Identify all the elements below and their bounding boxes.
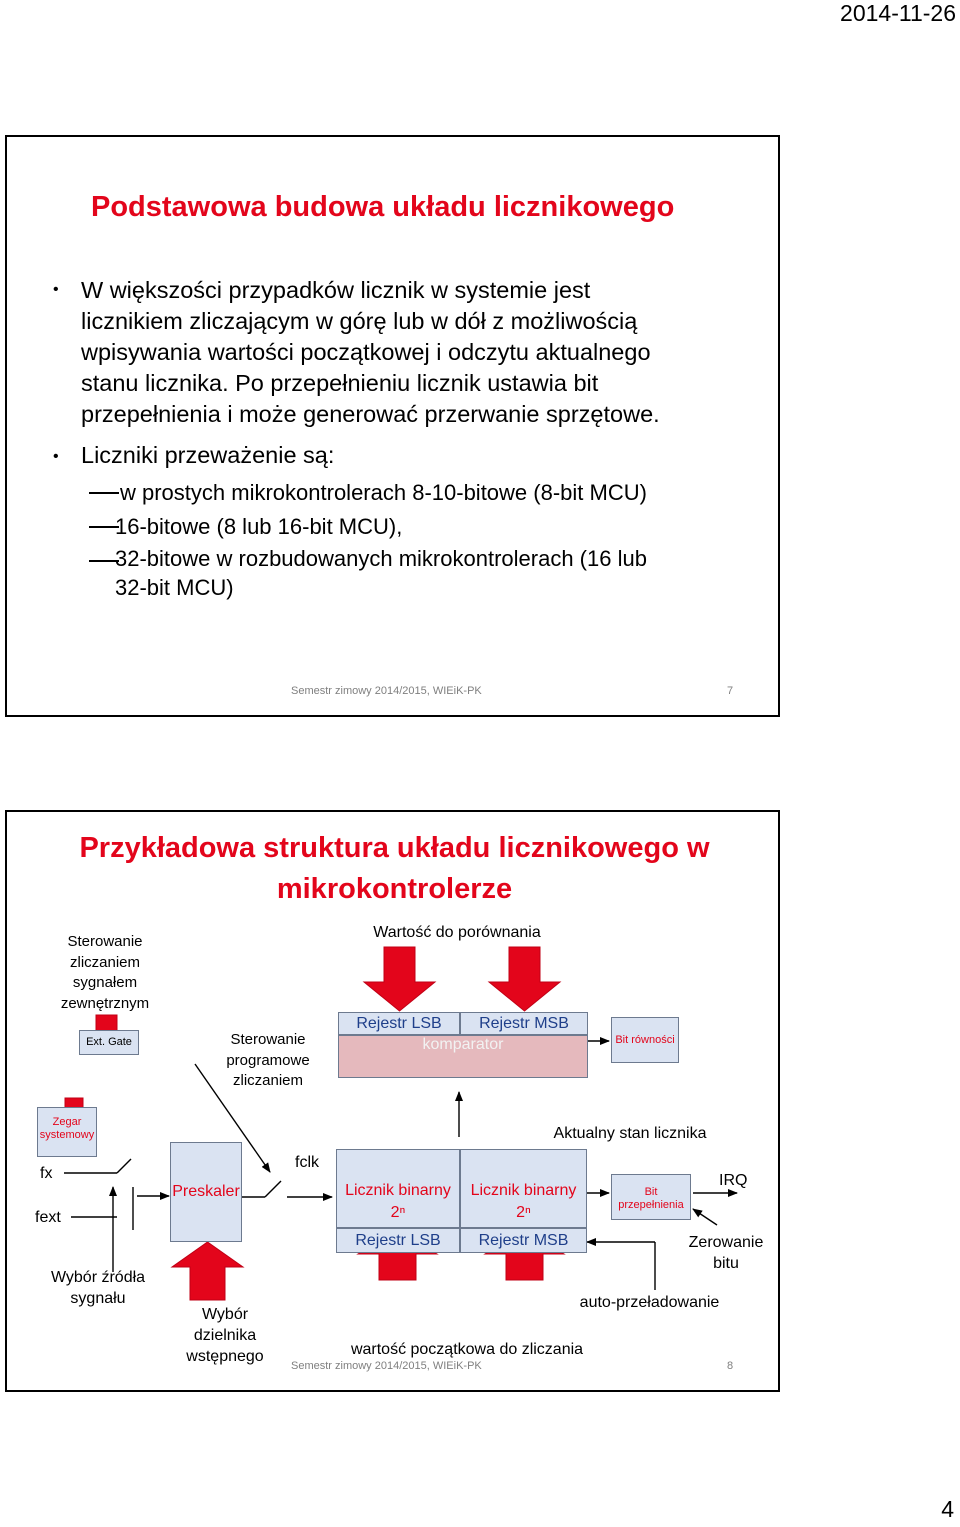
text-line: dzielnika [193,1327,257,1344]
sub-bullet-1: w prostych mikrokontrolerach 8-10-bitowe (8-bit MCU) [120,480,647,505]
text-line: wpisywania wartości początkowej i odczytu aktualnego [81,339,651,365]
red-arrow-lsb [364,947,435,1011]
text-line: programowe [226,1051,310,1069]
ext-gate-box [79,1030,139,1055]
label-fext: fext [35,1209,61,1226]
slide-number: 7 [727,685,734,697]
label-fx: fx [40,1165,53,1182]
rejestr-msb-bottom [460,1228,587,1253]
rejestr-msb-bottom-label: Rejestr MSB [478,1232,569,1249]
komparator-label: komparator [422,1036,504,1053]
line-zerowanie [693,1209,717,1225]
label-zerowanie [681,1232,771,1274]
text-line: zliczaniem [232,1072,304,1089]
preskaler-label: Preskaler [172,1183,240,1200]
label-sterowanie-prog [212,1030,324,1092]
licznik-lsb-box [336,1149,460,1228]
text-line: sygnałem [72,974,138,991]
text-line: 32-bitowe w rozbudowanych mikrokontrolerach (16 lub [115,546,647,571]
text-line: sygnału [70,1290,126,1307]
label-aktualny-stan: Aktualny stan licznika [553,1125,707,1142]
bit-przepelnienia-label [612,1186,690,1212]
label-wybor-zrodla [43,1267,153,1309]
bullet-dot: • [53,448,59,465]
slide-footer: Semestr zimowy 2014/2015, WIEiK-PK [291,1360,482,1372]
text-line: Bit [644,1186,658,1198]
text-line: bitu [713,1255,739,1272]
rejestr-lsb-label: Rejestr LSB [356,1015,442,1032]
licznik-msb-box [460,1149,587,1228]
text-line: systemowy [39,1129,95,1141]
licznik-msb-label: Licznik binarny [470,1182,577,1199]
text-line: licznikiem zliczającym w górę lub w dół z możliwością [81,308,638,334]
bullet-paragraph-2: Liczniki przeważenie są: [81,442,335,468]
red-arrow-msb [489,947,560,1011]
label-auto-przeladowanie: auto-przeładowanie [579,1294,720,1311]
rejestr-lsb-bottom [336,1228,460,1253]
text-line: zliczaniem [69,953,141,971]
slide-title: Podstawowa budowa układu licznikowego [91,191,675,223]
slide-8 [5,810,780,1392]
text-line: zewnętrznym [60,994,150,1012]
sub-bullet-3 [115,544,647,602]
label-wartosc-porownania: Wartość do porównania [373,924,541,941]
ext-gate-label: Ext. Gate [86,1036,132,1048]
red-arrow-prescaler [172,1242,243,1300]
text-line: Zerowanie [688,1234,764,1251]
bit-rownosci-box [611,1017,679,1063]
text-line: przepełnienia i może generować przerwanie sprzętowe. [81,401,660,427]
preskaler-box [170,1142,242,1242]
slide-number: 8 [727,1360,734,1372]
bit-przepelnienia-box [611,1174,691,1220]
text-line: stanu licznika. Po przepełnieniu licznik ustawia bit [81,370,599,396]
text-line: wstępnego [186,1348,264,1365]
text-line: W większości przypadków licznik w systemie jest [81,277,591,303]
text-line: Wybór źródła [50,1269,146,1286]
bit-rownosci-label: Bit równości [615,1034,675,1046]
rejestr-msb-label: Rejestr MSB [479,1015,569,1032]
zegar-label [38,1116,96,1142]
licznik-lsb-label: Licznik binarny [345,1182,451,1199]
text-line: Sterowanie [67,933,143,950]
rejestr-lsb-bottom-label: Rejestr LSB [355,1232,441,1249]
bullet-dot: • [53,281,59,298]
text-line: Zegar [52,1116,82,1128]
line-switch1 [117,1159,131,1173]
licznik-msb-2n: 2ⁿ [516,1204,531,1221]
zegar-box [37,1107,97,1157]
line-switch2 [265,1181,281,1197]
licznik-lsb-2n: 2ⁿ [390,1204,406,1221]
komparator-box [338,1035,588,1078]
text-line: przepełnienia [618,1199,684,1211]
text-line: Wybór [201,1306,249,1323]
bullet-paragraph-1 [81,275,660,430]
label-irq: IRQ [719,1172,748,1189]
rejestr-msb-top [460,1012,588,1035]
text-line: Sterowanie [230,1031,306,1048]
page-number: 4 [941,1496,954,1522]
page-date: 2014-11-26 [840,0,956,26]
rejestr-lsb-top [338,1012,460,1035]
sub-bullet-2: 16-bitowe (8 lub 16-bit MCU), [115,514,403,539]
text-line: 32-bit MCU) [115,575,234,600]
slide-footer: Semestr zimowy 2014/2015, WIEiK-PK [291,685,482,697]
label-fclk: fclk [295,1154,319,1171]
label-wartosc-poczatkowa: wartość początkowa do zliczania [350,1341,584,1358]
dash-marker [89,492,119,494]
slide-7 [5,135,780,717]
label-wybor-dzielnika [175,1304,275,1367]
title-line: Przykładowa struktura układu licznikowego w [79,832,710,864]
label-sterowanie-ext [47,932,163,1014]
title-line: mikrokontrolerze [276,873,513,906]
